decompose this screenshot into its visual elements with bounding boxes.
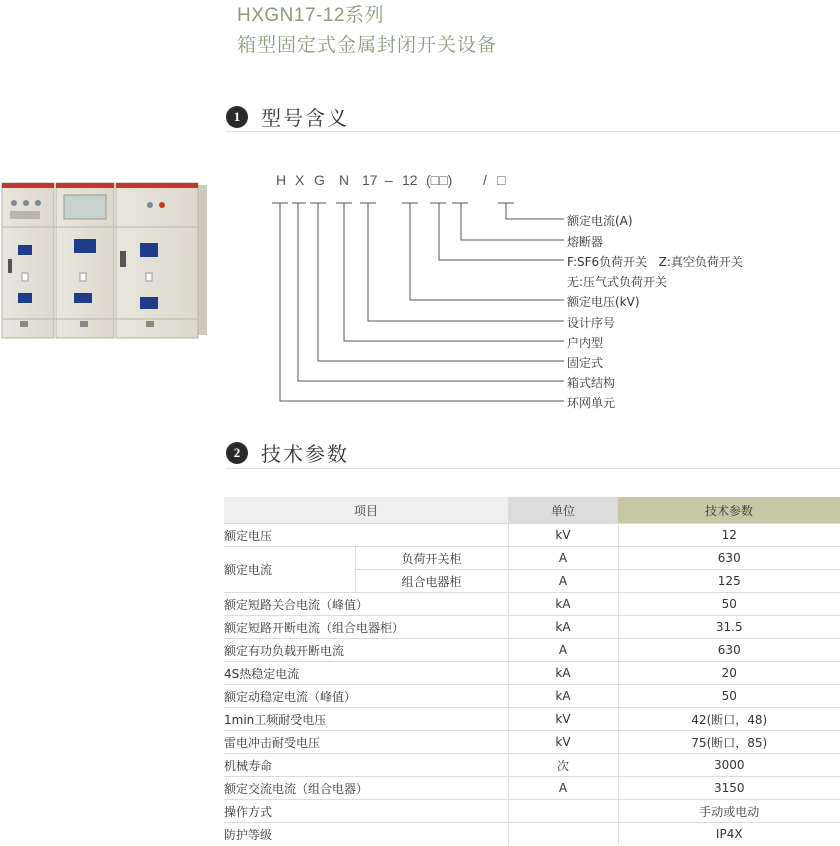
- param-unit: kA: [508, 662, 618, 685]
- param-item: 额定电流: [224, 547, 355, 593]
- header-item: 项目: [224, 497, 508, 524]
- param-value: 3150: [618, 777, 840, 800]
- param-unit: [508, 823, 618, 846]
- param-unit: A: [508, 777, 618, 800]
- technical-parameters-table: [224, 497, 840, 845]
- param-unit: 次: [508, 754, 618, 777]
- series-title: HXGN17-12系列: [237, 5, 384, 26]
- param-value: 42(断口，48): [618, 708, 840, 731]
- section-number-badge: 2: [226, 442, 248, 464]
- param-item: 防护等级: [224, 823, 508, 846]
- section-divider: [226, 468, 840, 469]
- param-unit: A: [508, 639, 618, 662]
- table-row: [224, 662, 840, 685]
- table-row: [224, 639, 840, 662]
- param-value: 75(断口，85): [618, 731, 840, 754]
- table-row: [224, 754, 840, 777]
- param-value: 630: [618, 639, 840, 662]
- param-item: 额定动稳定电流（峰值）: [224, 685, 508, 708]
- table-row: [224, 547, 840, 570]
- table-row: [224, 616, 840, 639]
- code-char: □: [497, 172, 506, 188]
- param-sub-item: 负荷开关柜: [355, 547, 508, 570]
- code-label: 额定电流(A): [567, 214, 633, 228]
- code-char: X: [295, 172, 305, 188]
- code-char: H: [276, 172, 287, 188]
- param-item: 操作方式: [224, 800, 508, 823]
- param-item: 额定短路关合电流（峰值）: [224, 593, 508, 616]
- param-item: 额定有功负载开断电流: [224, 639, 508, 662]
- param-value: 3000: [618, 754, 840, 777]
- param-value: IP4X: [618, 823, 840, 846]
- table-row: [224, 685, 840, 708]
- param-unit: [508, 800, 618, 823]
- table-row: [224, 823, 840, 846]
- code-label: 箱式结构: [567, 376, 616, 390]
- param-item: 额定短路开断电流（组合电器柜）: [224, 616, 508, 639]
- code-label: 熔断器: [567, 235, 604, 249]
- param-unit: kV: [508, 524, 618, 547]
- table-row: [224, 524, 840, 547]
- section-heading-params: [226, 438, 349, 467]
- param-unit: kA: [508, 593, 618, 616]
- param-item: 1min工频耐受电压: [224, 708, 508, 731]
- section-title: 技术参数: [261, 442, 349, 466]
- param-unit: kA: [508, 685, 618, 708]
- code-char: 12: [402, 172, 418, 188]
- code-char: (□□): [426, 172, 453, 188]
- code-label: 固定式: [567, 356, 604, 370]
- param-item: 机械寿命: [224, 754, 508, 777]
- code-char: –: [385, 172, 393, 188]
- param-item: 额定电压: [224, 524, 508, 547]
- header-unit: 单位: [508, 497, 618, 524]
- param-value: 20: [618, 662, 840, 685]
- table-row: [224, 593, 840, 616]
- code-label: 额定电压(kV): [567, 295, 640, 309]
- param-item: 额定交流电流（组合电器）: [224, 777, 508, 800]
- param-item: 4S热稳定电流: [224, 662, 508, 685]
- param-unit: kV: [508, 731, 618, 754]
- code-char: 17: [362, 172, 378, 188]
- code-char: G: [314, 172, 325, 188]
- param-value: 125: [618, 570, 840, 593]
- param-unit: kV: [508, 708, 618, 731]
- param-value: 50: [618, 593, 840, 616]
- code-label: F:SF6负荷开关 Z:真空负荷开关: [567, 255, 743, 269]
- table-row: [224, 708, 840, 731]
- section-number-badge: 1: [226, 106, 248, 128]
- table-header-row: [224, 497, 840, 524]
- code-char: /: [483, 172, 487, 188]
- header-value: 技术参数: [618, 497, 840, 524]
- param-sub-item: 组合电器柜: [355, 570, 508, 593]
- code-label: 无:压气式负荷开关: [567, 275, 668, 289]
- table-row: [224, 800, 840, 823]
- code-label: 设计序号: [567, 316, 616, 330]
- code-label: 环网单元: [567, 396, 616, 410]
- code-char: N: [339, 172, 350, 188]
- product-title: 箱型固定式金属封闭开关设备: [237, 34, 498, 56]
- table-row: [224, 777, 840, 800]
- param-value: 50: [618, 685, 840, 708]
- section-title: 型号含义: [261, 106, 349, 130]
- code-label: 户内型: [567, 336, 604, 350]
- param-unit: kA: [508, 616, 618, 639]
- table-row: [224, 731, 840, 754]
- param-value: 630: [618, 547, 840, 570]
- param-value: 31.5: [618, 616, 840, 639]
- param-unit: A: [508, 547, 618, 570]
- param-item: 雷电冲击耐受电压: [224, 731, 508, 754]
- param-value: 手动或电动: [618, 800, 840, 823]
- param-value: 12: [618, 524, 840, 547]
- param-unit: A: [508, 570, 618, 593]
